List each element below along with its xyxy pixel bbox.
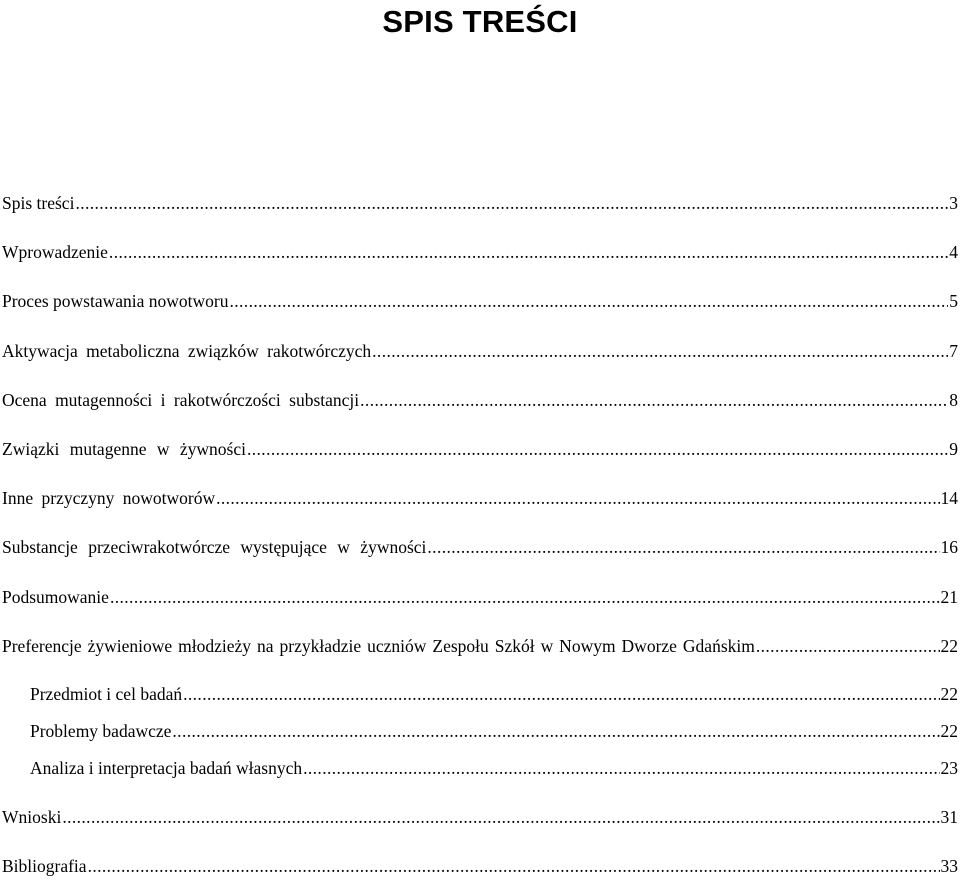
toc-entry-label: Proces powstawania nowotworu [2, 291, 229, 311]
toc-entry[interactable] [2, 855, 958, 877]
toc-entry-page-number: 31 [940, 807, 958, 827]
toc-entry-page-number: 7 [949, 341, 958, 361]
toc-entry[interactable] [2, 241, 958, 263]
toc-entry-page-number: 5 [949, 291, 958, 311]
toc-entry[interactable] [2, 487, 958, 509]
dot-leader [216, 487, 939, 509]
toc-entry-label: Analiza i interpretacja badań własnych [30, 758, 303, 778]
toc-entry[interactable] [2, 192, 958, 214]
toc-entry[interactable] [2, 536, 958, 558]
dot-leader [88, 855, 940, 877]
dot-leader [372, 340, 948, 362]
dot-leader [229, 290, 948, 312]
dot-leader [756, 635, 940, 657]
dot-leader [427, 536, 939, 558]
toc-entry-label: Ocena mutagenności i rakotwórczości substancji [2, 390, 360, 410]
toc-entry[interactable] [2, 586, 958, 608]
toc-entry-page-number: 22 [940, 636, 958, 656]
toc-entry-label: Problemy badawcze [30, 721, 172, 741]
dot-leader [183, 683, 939, 705]
dot-leader [172, 720, 939, 742]
toc-entry-label: Przedmiot i cel badań [30, 684, 183, 704]
dot-leader [109, 241, 948, 263]
toc-entry-label: Podsumowanie [2, 587, 109, 607]
toc-entry-page-number: 8 [949, 390, 958, 410]
toc-entry[interactable] [2, 806, 958, 828]
toc-entry-label: Aktywacja metaboliczna związków rakotwórczych [2, 341, 372, 361]
toc-subentry[interactable] [30, 720, 958, 742]
toc-entry-label: Wprowadzenie [2, 242, 108, 262]
toc-entry-page-number: 9 [949, 439, 958, 459]
toc-entry-page-number: 3 [949, 193, 958, 213]
toc-entry-label: Bibliografia [2, 856, 87, 876]
toc-entry[interactable] [2, 635, 958, 657]
toc-entry-page-number: 4 [949, 242, 958, 262]
toc-entry-label: Związki mutagenne w żywności [2, 439, 246, 459]
dot-leader [303, 757, 939, 779]
toc-entry-label: Wnioski [2, 807, 62, 827]
toc-entry-label: Substancje przeciwrakotwórcze występujące w żywności [2, 537, 427, 557]
toc-subentry[interactable] [30, 757, 958, 779]
toc-entry-page-number: 16 [940, 537, 958, 557]
dot-leader [247, 438, 948, 460]
toc-entry[interactable] [2, 340, 958, 362]
toc-entry[interactable] [2, 389, 958, 411]
page-title: SPIS TREŚCI [382, 4, 578, 39]
dot-leader [110, 586, 940, 608]
toc-entry-label: Preferencje żywieniowe młodzieży na przykładzie uczniów Zespołu Szkół w Nowym Dworze Gdańskim [2, 636, 755, 656]
toc-entry-page-number: 21 [940, 587, 958, 607]
toc-subentry[interactable] [30, 683, 958, 705]
toc-entry[interactable] [2, 438, 958, 460]
toc-entry-page-number: 22 [940, 721, 958, 741]
dot-leader [75, 192, 948, 214]
toc-entry-page-number: 14 [940, 488, 958, 508]
toc-entry-label: Spis treści [2, 193, 75, 213]
toc-entry-label: Inne przyczyny nowotworów [2, 488, 216, 508]
toc-entry[interactable] [2, 290, 958, 312]
toc-entry-page-number: 23 [940, 758, 958, 778]
dot-leader [62, 806, 939, 828]
toc-entry-page-number: 33 [940, 856, 958, 876]
dot-leader [360, 389, 948, 411]
toc-entry-page-number: 22 [940, 684, 958, 704]
